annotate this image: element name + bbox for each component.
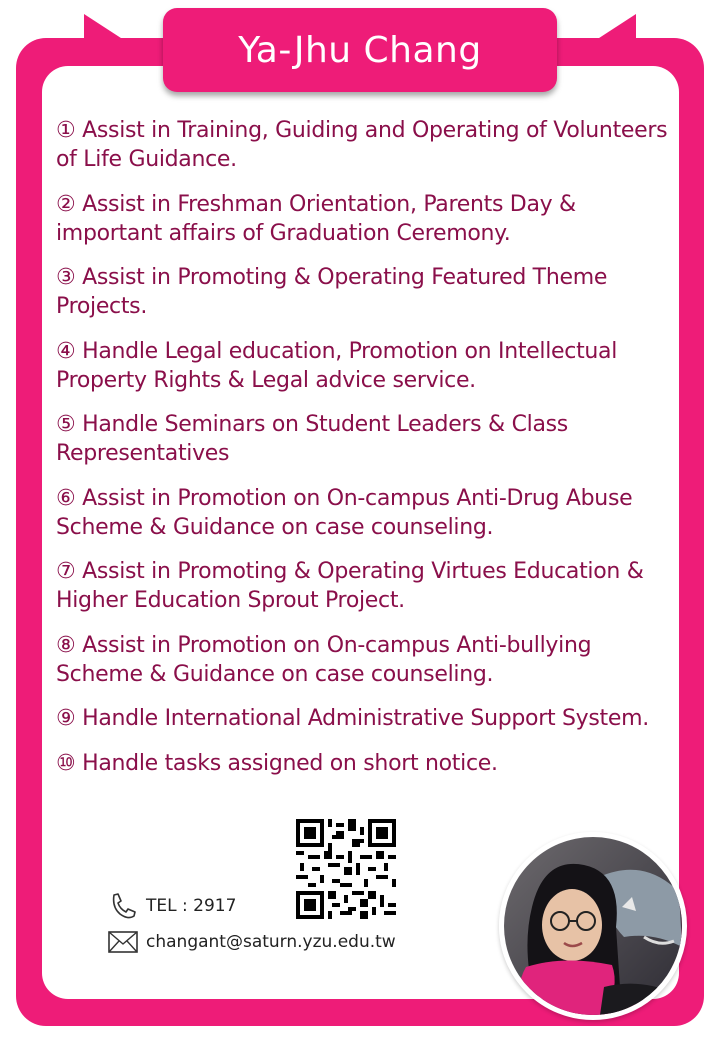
duty-item: ① Assist in Training, Guiding and Operating of Volunteers of Life Guidance. <box>56 118 668 172</box>
phone-icon <box>108 892 138 920</box>
duty-item: ③ Assist in Promoting & Operating Featured Theme Projects. <box>56 265 608 319</box>
duty-item: ⑦ Assist in Promoting & Operating Virtues Education & Higher Education Sprout Project. <box>56 559 644 613</box>
duty-item: ② Assist in Freshman Orientation, Parents Day & important affairs of Graduation Ceremony. <box>56 191 576 246</box>
phone-row <box>108 892 236 920</box>
duty-item: ④ Handle Legal education, Promotion on Intellectual Property Rights & Legal advice service. <box>56 338 618 393</box>
person-name: Ya-Jhu Chang <box>238 29 482 71</box>
tel-text: TEL : 2917 <box>146 896 237 916</box>
duty-item: ⑥ Assist in Promotion on On-campus Anti-Drug Abuse Scheme & Guidance on case counseling. <box>56 485 633 540</box>
duty-item: ⑨ Handle International Administrative Support System. <box>56 706 649 731</box>
duty-item: ⑤ Handle Seminars on Student Leaders & Class Representatives <box>56 412 568 466</box>
duty-item: ⑩ Handle tasks assigned on short notice. <box>56 750 498 776</box>
envelope-icon <box>108 930 138 954</box>
duty-list <box>56 116 676 793</box>
profile-photo <box>499 832 687 1020</box>
email-row <box>108 930 396 954</box>
duty-item: ⑧ Assist in Promotion on On-campus Anti-bullying Scheme & Guidance on case counseling. <box>56 632 592 687</box>
email-link[interactable]: changant@saturn.yzu.edu.tw <box>146 932 396 952</box>
name-banner <box>163 8 557 92</box>
qr-code[interactable] <box>296 819 396 919</box>
